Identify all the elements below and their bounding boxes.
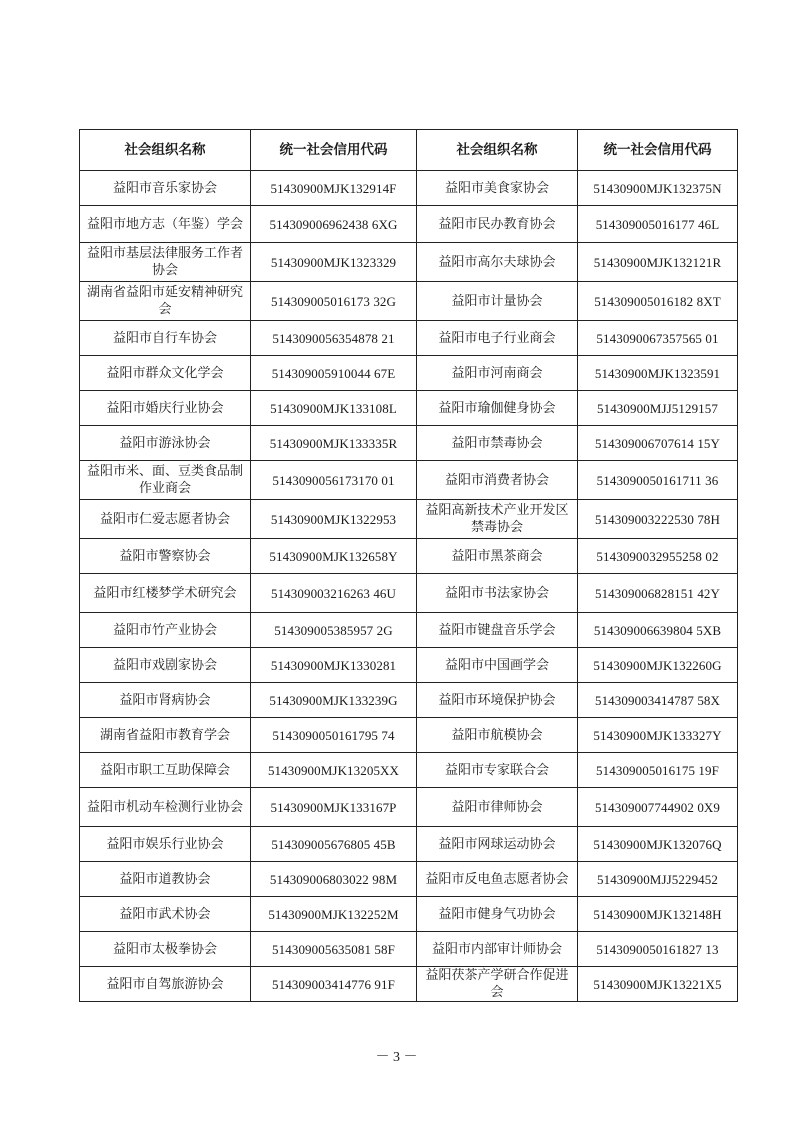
org-name-cell: 益阳市仁爱志愿者协会 — [80, 500, 251, 539]
header-org-name-2: 社会组织名称 — [417, 130, 578, 171]
org-name-cell: 益阳市戏剧家协会 — [80, 648, 251, 683]
org-name-cell: 益阳市电子行业商会 — [417, 321, 578, 356]
credit-code-cell: 51430900MJK1330281 — [251, 648, 417, 683]
org-name-cell: 益阳市美食家协会 — [417, 171, 578, 206]
org-name-cell: 益阳市民办教育协会 — [417, 206, 578, 243]
org-name-cell: 益阳市禁毒协会 — [417, 426, 578, 461]
org-name-cell: 益阳市瑜伽健身协会 — [417, 391, 578, 426]
credit-code-cell: 514309006707614 15Y — [578, 426, 738, 461]
credit-code-cell: 51430900MJK133239G — [251, 683, 417, 718]
table-header-row — [80, 130, 738, 171]
org-name-cell: 益阳市基层法律服务工作者协会 — [80, 243, 251, 282]
table-row — [80, 932, 738, 967]
header-credit-code-2: 统一社会信用代码 — [578, 130, 738, 171]
credit-code-cell: 51430900MJK132076Q — [578, 827, 738, 862]
org-name-cell: 益阳市网球运动协会 — [417, 827, 578, 862]
credit-code-cell: 5143090050161827 13 — [578, 932, 738, 967]
org-name-cell: 益阳市机动车检测行业协会 — [80, 788, 251, 827]
credit-code-cell: 514309007744902 0X9 — [578, 788, 738, 827]
credit-code-cell: 51430900MJK132148H — [578, 897, 738, 932]
credit-code-cell: 51430900MJJ5229452 — [578, 862, 738, 897]
credit-code-cell: 514309005910044 67E — [251, 356, 417, 391]
credit-code-cell: 514309006828151 42Y — [578, 574, 738, 613]
credit-code-cell: 514309005016177 46L — [578, 206, 738, 243]
credit-code-cell: 5143090067357565 01 — [578, 321, 738, 356]
table-row — [80, 862, 738, 897]
credit-code-cell: 51430900MJK132658Y — [251, 539, 417, 574]
table-row — [80, 718, 738, 753]
credit-code-cell: 51430900MJK132375N — [578, 171, 738, 206]
org-name-cell: 益阳市黑茶商会 — [417, 539, 578, 574]
credit-code-cell: 514309003222530 78H — [578, 500, 738, 539]
org-name-cell: 益阳市书法家协会 — [417, 574, 578, 613]
org-name-cell: 益阳市群众文化学会 — [80, 356, 251, 391]
credit-code-cell: 51430900MJJ5129157 — [578, 391, 738, 426]
table-row — [80, 574, 738, 613]
credit-code-cell: 51430900MJK132121R — [578, 243, 738, 282]
org-name-cell: 益阳市律师协会 — [417, 788, 578, 827]
organization-table — [79, 129, 738, 1002]
table-row — [80, 461, 738, 500]
table-row — [80, 788, 738, 827]
credit-code-cell: 51430900MJK132914F — [251, 171, 417, 206]
credit-code-cell: 514309003216263 46U — [251, 574, 417, 613]
table-row — [80, 683, 738, 718]
org-name-cell: 益阳市河南商会 — [417, 356, 578, 391]
org-name-cell: 益阳市红楼梦学术研究会 — [80, 574, 251, 613]
org-name-cell: 益阳市自行车协会 — [80, 321, 251, 356]
table-row — [80, 967, 738, 1002]
credit-code-cell: 514309005016173 32G — [251, 282, 417, 321]
table-row — [80, 613, 738, 648]
credit-code-cell: 5143090056354878 21 — [251, 321, 417, 356]
org-name-cell: 益阳市航模协会 — [417, 718, 578, 753]
org-name-cell: 益阳市婚庆行业协会 — [80, 391, 251, 426]
credit-code-cell: 51430900MJK1323591 — [578, 356, 738, 391]
org-name-cell: 益阳市消费者协会 — [417, 461, 578, 500]
org-name-cell: 益阳茯茶产学研合作促进会 — [417, 967, 578, 1002]
credit-code-cell: 51430900MJK133167P — [251, 788, 417, 827]
credit-code-cell: 514309005016175 19F — [578, 753, 738, 788]
org-name-cell: 湖南省益阳市教育学会 — [80, 718, 251, 753]
org-name-cell: 益阳市武术协会 — [80, 897, 251, 932]
table-row — [80, 356, 738, 391]
org-name-cell: 益阳市警察协会 — [80, 539, 251, 574]
table-row — [80, 171, 738, 206]
org-name-cell: 益阳市内部审计师协会 — [417, 932, 578, 967]
table-row — [80, 753, 738, 788]
table-row — [80, 897, 738, 932]
org-name-cell: 益阳市肾病协会 — [80, 683, 251, 718]
credit-code-cell: 51430900MJK133108L — [251, 391, 417, 426]
org-name-cell: 益阳市太极拳协会 — [80, 932, 251, 967]
table-row — [80, 426, 738, 461]
credit-code-cell: 51430900MJK13205XX — [251, 753, 417, 788]
credit-code-cell: 514309005676805 45B — [251, 827, 417, 862]
table-row — [80, 391, 738, 426]
org-name-cell: 益阳市环境保护协会 — [417, 683, 578, 718]
credit-code-cell: 51430900MJK1323329 — [251, 243, 417, 282]
credit-code-cell: 514309006962438 6XG — [251, 206, 417, 243]
org-name-cell: 益阳市反电鱼志愿者协会 — [417, 862, 578, 897]
credit-code-cell: 514309006639804 5XB — [578, 613, 738, 648]
header-org-name-1: 社会组织名称 — [80, 130, 251, 171]
credit-code-cell: 51430900MJK132260G — [578, 648, 738, 683]
org-name-cell: 益阳市竹产业协会 — [80, 613, 251, 648]
org-name-cell: 益阳市娱乐行业协会 — [80, 827, 251, 862]
org-name-cell: 益阳市计量协会 — [417, 282, 578, 321]
table-row — [80, 500, 738, 539]
table-row — [80, 321, 738, 356]
org-name-cell: 益阳市键盘音乐学会 — [417, 613, 578, 648]
credit-code-cell: 514309003414787 58X — [578, 683, 738, 718]
org-name-cell: 益阳市自驾旅游协会 — [80, 967, 251, 1002]
page-number: － 3 － — [375, 1050, 418, 1065]
org-name-cell: 益阳市中国画学会 — [417, 648, 578, 683]
table-row — [80, 243, 738, 282]
credit-code-cell: 514309006803022 98M — [251, 862, 417, 897]
table-row — [80, 206, 738, 243]
table-row — [80, 827, 738, 862]
org-name-cell: 益阳市健身气功协会 — [417, 897, 578, 932]
org-name-cell: 益阳高新技术产业开发区禁毒协会 — [417, 500, 578, 539]
credit-code-cell: 51430900MJK132252M — [251, 897, 417, 932]
credit-code-cell: 51430900MJK133335R — [251, 426, 417, 461]
org-name-cell: 益阳市道教协会 — [80, 862, 251, 897]
org-name-cell: 益阳市游泳协会 — [80, 426, 251, 461]
org-name-cell: 益阳市职工互助保障会 — [80, 753, 251, 788]
credit-code-cell: 5143090050161711 36 — [578, 461, 738, 500]
credit-code-cell: 5143090050161795 74 — [251, 718, 417, 753]
table-row — [80, 648, 738, 683]
credit-code-cell: 51430900MJK1322953 — [251, 500, 417, 539]
org-name-cell: 湖南省益阳市延安精神研究会 — [80, 282, 251, 321]
credit-code-cell: 5143090056173170 01 — [251, 461, 417, 500]
org-name-cell: 益阳市地方志（年鉴）学会 — [80, 206, 251, 243]
credit-code-cell: 514309005016182 8XT — [578, 282, 738, 321]
credit-code-cell: 51430900MJK133327Y — [578, 718, 738, 753]
credit-code-cell: 514309005385957 2G — [251, 613, 417, 648]
credit-code-cell: 514309003414776 91F — [251, 967, 417, 1002]
org-name-cell: 益阳市高尔夫球协会 — [417, 243, 578, 282]
table-row — [80, 282, 738, 321]
table-row — [80, 539, 738, 574]
credit-code-cell: 514309005635081 58F — [251, 932, 417, 967]
org-name-cell: 益阳市音乐家协会 — [80, 171, 251, 206]
table-body — [80, 171, 738, 1002]
org-name-cell: 益阳市专家联合会 — [417, 753, 578, 788]
credit-code-cell: 5143090032955258 02 — [578, 539, 738, 574]
org-name-cell: 益阳市米、面、豆类食品制作业商会 — [80, 461, 251, 500]
header-credit-code-1: 统一社会信用代码 — [251, 130, 417, 171]
credit-code-cell: 51430900MJK13221X5 — [578, 967, 738, 1002]
